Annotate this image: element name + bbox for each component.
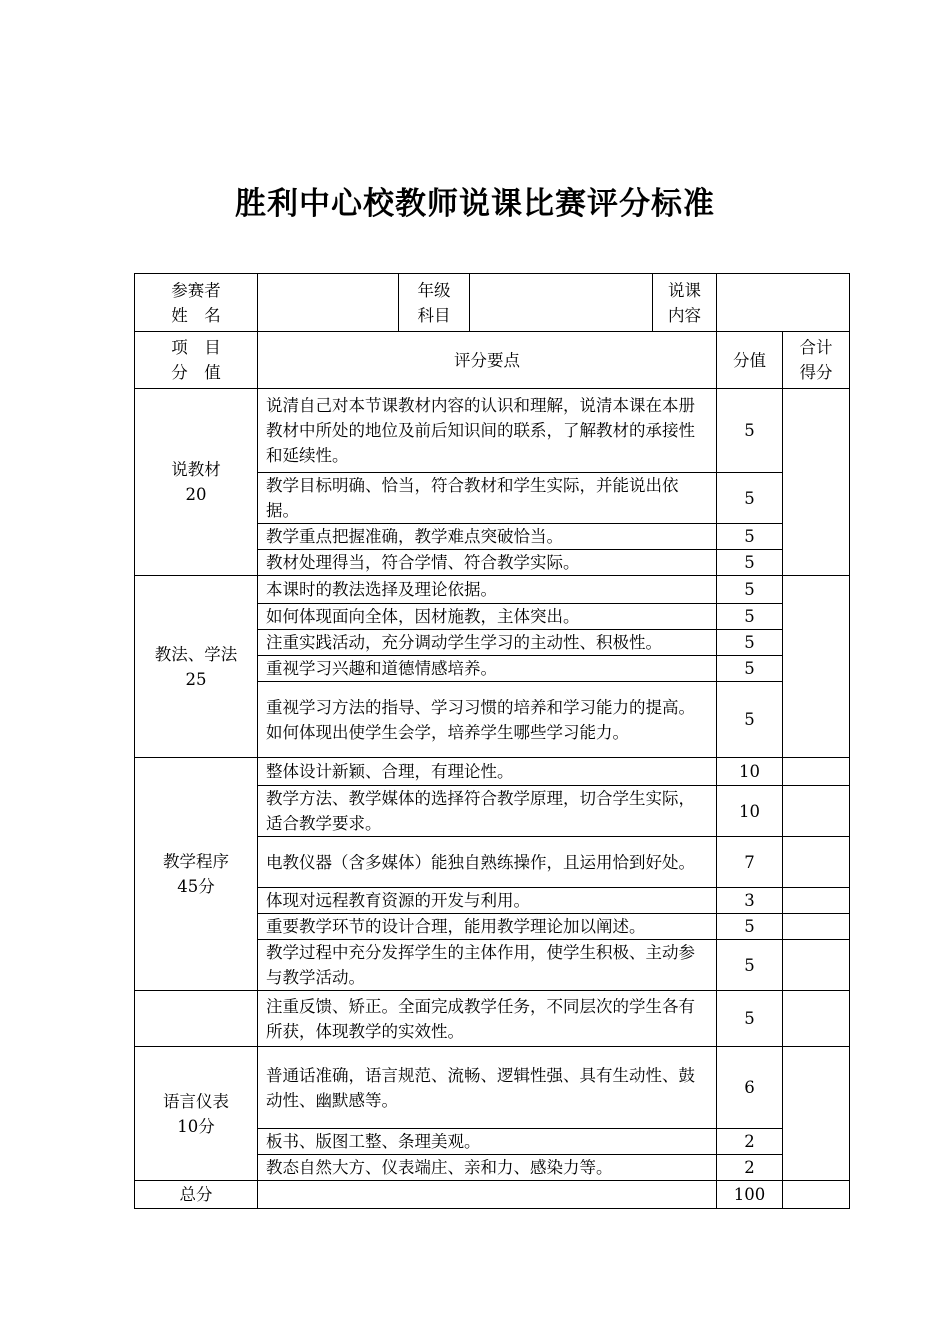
criteria-text: 普通话准确，语言规范、流畅、逻辑性强、具有生动性、鼓动性、幽默感等。 — [258, 1047, 717, 1129]
name-value-cell[interactable] — [258, 274, 399, 332]
table-row — [135, 1047, 850, 1129]
total-header: 合计 得分 — [783, 332, 850, 389]
criteria-text: 说清自己对本节课教材内容的认识和理解，说清本课在本册教材中所处的地位及前后知识间的联系，了解教材的承接性和延续性。 — [258, 389, 717, 473]
row-total-cell[interactable] — [783, 758, 850, 786]
section-total-cell[interactable] — [783, 576, 850, 758]
info-row — [135, 274, 850, 332]
grade-subject-label: 年级 科目 — [399, 274, 470, 332]
criteria-score: 3 — [717, 888, 783, 914]
criteria-text: 教学方法、教学媒体的选择符合教学原理，切合学生实际， 适合教学要求。 — [258, 786, 717, 837]
criteria-header: 评分要点 — [258, 332, 717, 389]
criteria-text: 教学目标明确、恰当，符合教材和学生实际，并能说出依据。 — [258, 473, 717, 524]
section-label — [135, 991, 258, 1047]
grade-subject-value-cell[interactable] — [470, 274, 653, 332]
criteria-text: 板书、版图工整、条理美观。 — [258, 1129, 717, 1155]
total-score: 100 — [717, 1181, 783, 1209]
total-blank-cell — [258, 1181, 717, 1209]
criteria-text: 教学过程中充分发挥学生的主体作用，使学生积极、主动参与教学活动。 — [258, 940, 717, 991]
criteria-score: 5 — [717, 991, 783, 1047]
criteria-score: 5 — [717, 914, 783, 940]
criteria-score: 5 — [717, 940, 783, 991]
row-total-cell[interactable] — [783, 888, 850, 914]
row-total-cell[interactable] — [783, 991, 850, 1047]
row-total-cell[interactable] — [783, 940, 850, 991]
criteria-text: 重视学习兴趣和道德情感培养。 — [258, 656, 717, 682]
criteria-text: 教态自然大方、仪表端庄、亲和力、感染力等。 — [258, 1155, 717, 1181]
criteria-text: 体现对远程教育资源的开发与利用。 — [258, 888, 717, 914]
criteria-score: 5 — [717, 550, 783, 576]
criteria-text: 整体设计新颖、合理，有理论性。 — [258, 758, 717, 786]
table-row — [135, 758, 850, 786]
criteria-score: 5 — [717, 389, 783, 473]
criteria-score: 5 — [717, 656, 783, 682]
criteria-score: 2 — [717, 1155, 783, 1181]
section-label: 教法、学法 25 — [135, 576, 258, 758]
scoring-table — [134, 273, 850, 1209]
criteria-text: 教材处理得当，符合学情、符合教学实际。 — [258, 550, 717, 576]
name-label: 参赛者 姓 名 — [135, 274, 258, 332]
section-label: 语言仪表 10分 — [135, 1047, 258, 1181]
criteria-text: 注重反馈、矫正。全面完成教学任务，不同层次的学生各有所获，体现教学的实效性。 — [258, 991, 717, 1047]
criteria-text: 重视学习方法的指导、学习习惯的培养和学习能力的提高。如何体现出使学生会学，培养学生哪些学习能力。 — [258, 682, 717, 758]
criteria-text: 电教仪器（含多媒体）能独自熟练操作，且运用恰到好处。 — [258, 837, 717, 888]
page-title: 胜利中心校教师说课比赛评分标准 — [235, 186, 715, 222]
criteria-score: 5 — [717, 524, 783, 550]
total-row — [135, 1181, 850, 1209]
criteria-text: 重要教学环节的设计合理，能用教学理论加以阐述。 — [258, 914, 717, 940]
criteria-score: 6 — [717, 1047, 783, 1129]
total-label: 总分 — [135, 1181, 258, 1209]
lesson-content-label: 说课 内容 — [653, 274, 717, 332]
criteria-text: 如何体现面向全体，因材施教，主体突出。 — [258, 604, 717, 630]
criteria-score: 5 — [717, 630, 783, 656]
criteria-text: 本课时的教法选择及理论依据。 — [258, 576, 717, 604]
section-total-cell[interactable] — [783, 389, 850, 576]
row-total-cell[interactable] — [783, 837, 850, 888]
column-header-row — [135, 332, 850, 389]
section-label: 说教材 20 — [135, 389, 258, 576]
table-row — [135, 576, 850, 604]
lesson-content-value-cell[interactable] — [717, 274, 850, 332]
table-row — [135, 991, 850, 1047]
criteria-score: 5 — [717, 682, 783, 758]
row-total-cell[interactable] — [783, 786, 850, 837]
criteria-score: 5 — [717, 604, 783, 630]
score-header: 分值 — [717, 332, 783, 389]
criteria-score: 7 — [717, 837, 783, 888]
grand-total-cell[interactable] — [783, 1181, 850, 1209]
criteria-text: 注重实践活动，充分调动学生学习的主动性、积极性。 — [258, 630, 717, 656]
section-total-cell[interactable] — [783, 1047, 850, 1181]
table-row — [135, 389, 850, 473]
criteria-score: 10 — [717, 786, 783, 837]
criteria-score: 10 — [717, 758, 783, 786]
row-total-cell[interactable] — [783, 914, 850, 940]
criteria-text: 教学重点把握准确，教学难点突破恰当。 — [258, 524, 717, 550]
criteria-score: 2 — [717, 1129, 783, 1155]
criteria-score: 5 — [717, 473, 783, 524]
section-label: 教学程序 45分 — [135, 758, 258, 991]
item-header: 项 目 分 值 — [135, 332, 258, 389]
criteria-score: 5 — [717, 576, 783, 604]
